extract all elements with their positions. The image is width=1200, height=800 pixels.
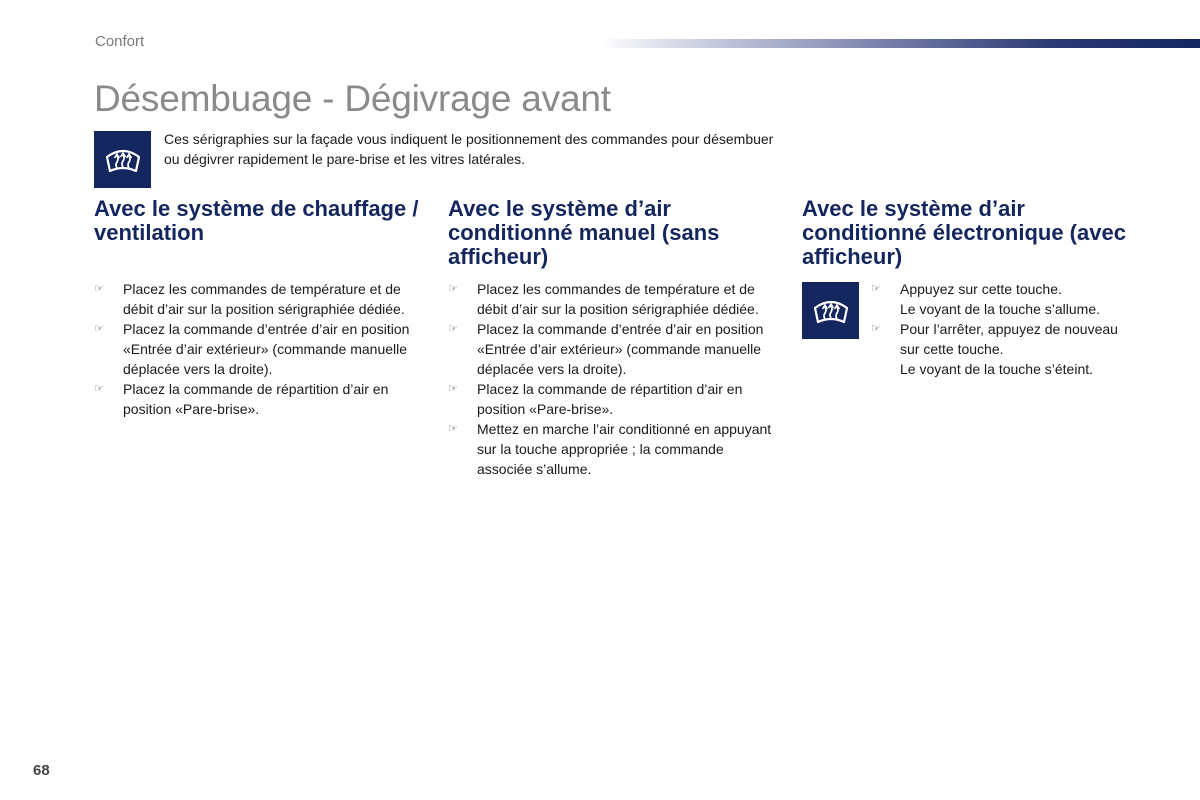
pointing-hand-icon: ☞	[871, 323, 881, 335]
pointing-hand-icon: ☞	[448, 423, 458, 435]
pointing-hand-icon: ☞	[94, 383, 104, 395]
column-heading: Avec le système de chauffage / ventilation	[94, 196, 419, 245]
pointing-hand-icon: ☞	[94, 323, 104, 335]
list-item-text: Placez la commande de répartition d’air en position «Pare-brise».	[123, 381, 389, 417]
list-item-text: Placez la commande de répartition d’air en position «Pare-brise».	[477, 381, 743, 417]
column-manual-ac	[448, 197, 778, 479]
list-item	[94, 279, 424, 319]
list-item-text: Placez les commandes de température et de débit d’air sur la position sérigraphiée dédiée.	[123, 281, 405, 317]
pointing-hand-icon: ☞	[871, 283, 881, 295]
list-item	[448, 319, 778, 379]
page-title: Désembuage - Dégivrage avant	[94, 78, 611, 119]
windshield-defrost-icon	[94, 131, 151, 188]
list-item-text: Placez les commandes de température et de débit d’air sur la position sérigraphiée dédiée.	[477, 281, 759, 317]
instruction-list	[448, 279, 778, 479]
status-note: Le voyant de la touche s’allume.	[900, 301, 1101, 317]
list-item-text: Appuyez sur cette touche.	[900, 281, 1062, 297]
column-heading: Avec le système d’air conditionné électronique (avec afficheur)	[802, 196, 1126, 269]
list-item	[448, 379, 778, 419]
list-item	[871, 279, 1141, 299]
column-electronic-ac	[802, 196, 1132, 377]
section-label: Confort	[95, 33, 145, 50]
instruction-list	[871, 279, 1141, 299]
list-item	[871, 319, 1141, 359]
list-item	[448, 279, 778, 319]
intro-text: Ces sérigraphies sur la façade vous indiquent le positionnement des commandes pour désembuer ou dégivrer rapidement le pare-brise et les vitres latérales.	[164, 131, 774, 167]
list-item-text: Mettez en marche l’air conditionné en appuyant sur la touche appropriée ; la commande associée s’allume.	[477, 421, 772, 477]
list-item	[448, 419, 778, 479]
pointing-hand-icon: ☞	[94, 283, 104, 295]
instruction-list	[94, 279, 424, 419]
list-item-text: Placez la commande d’entrée d’air en position «Entrée d’air extérieur» (commande manuelle déplacée vers la droite).	[123, 321, 410, 377]
page-number: 68	[33, 762, 50, 779]
header-gradient-bar	[600, 39, 1200, 48]
pointing-hand-icon: ☞	[448, 323, 458, 335]
column-heading: Avec le système d’air conditionné manuel (sans afficheur)	[448, 196, 720, 269]
list-item-text: Placez la commande d’entrée d’air en position «Entrée d’air extérieur» (commande manuelle déplacée vers la droite).	[477, 321, 764, 377]
pointing-hand-icon: ☞	[448, 383, 458, 395]
list-item-text: Pour l’arrêter, appuyez de nouveau sur cette touche.	[900, 321, 1118, 357]
list-item	[94, 319, 424, 379]
pointing-hand-icon: ☞	[448, 283, 458, 295]
status-note: Le voyant de la touche s’éteint.	[900, 361, 1094, 377]
list-item	[94, 379, 424, 419]
instruction-list	[871, 319, 1141, 359]
column-heating-ventilation	[94, 197, 424, 419]
